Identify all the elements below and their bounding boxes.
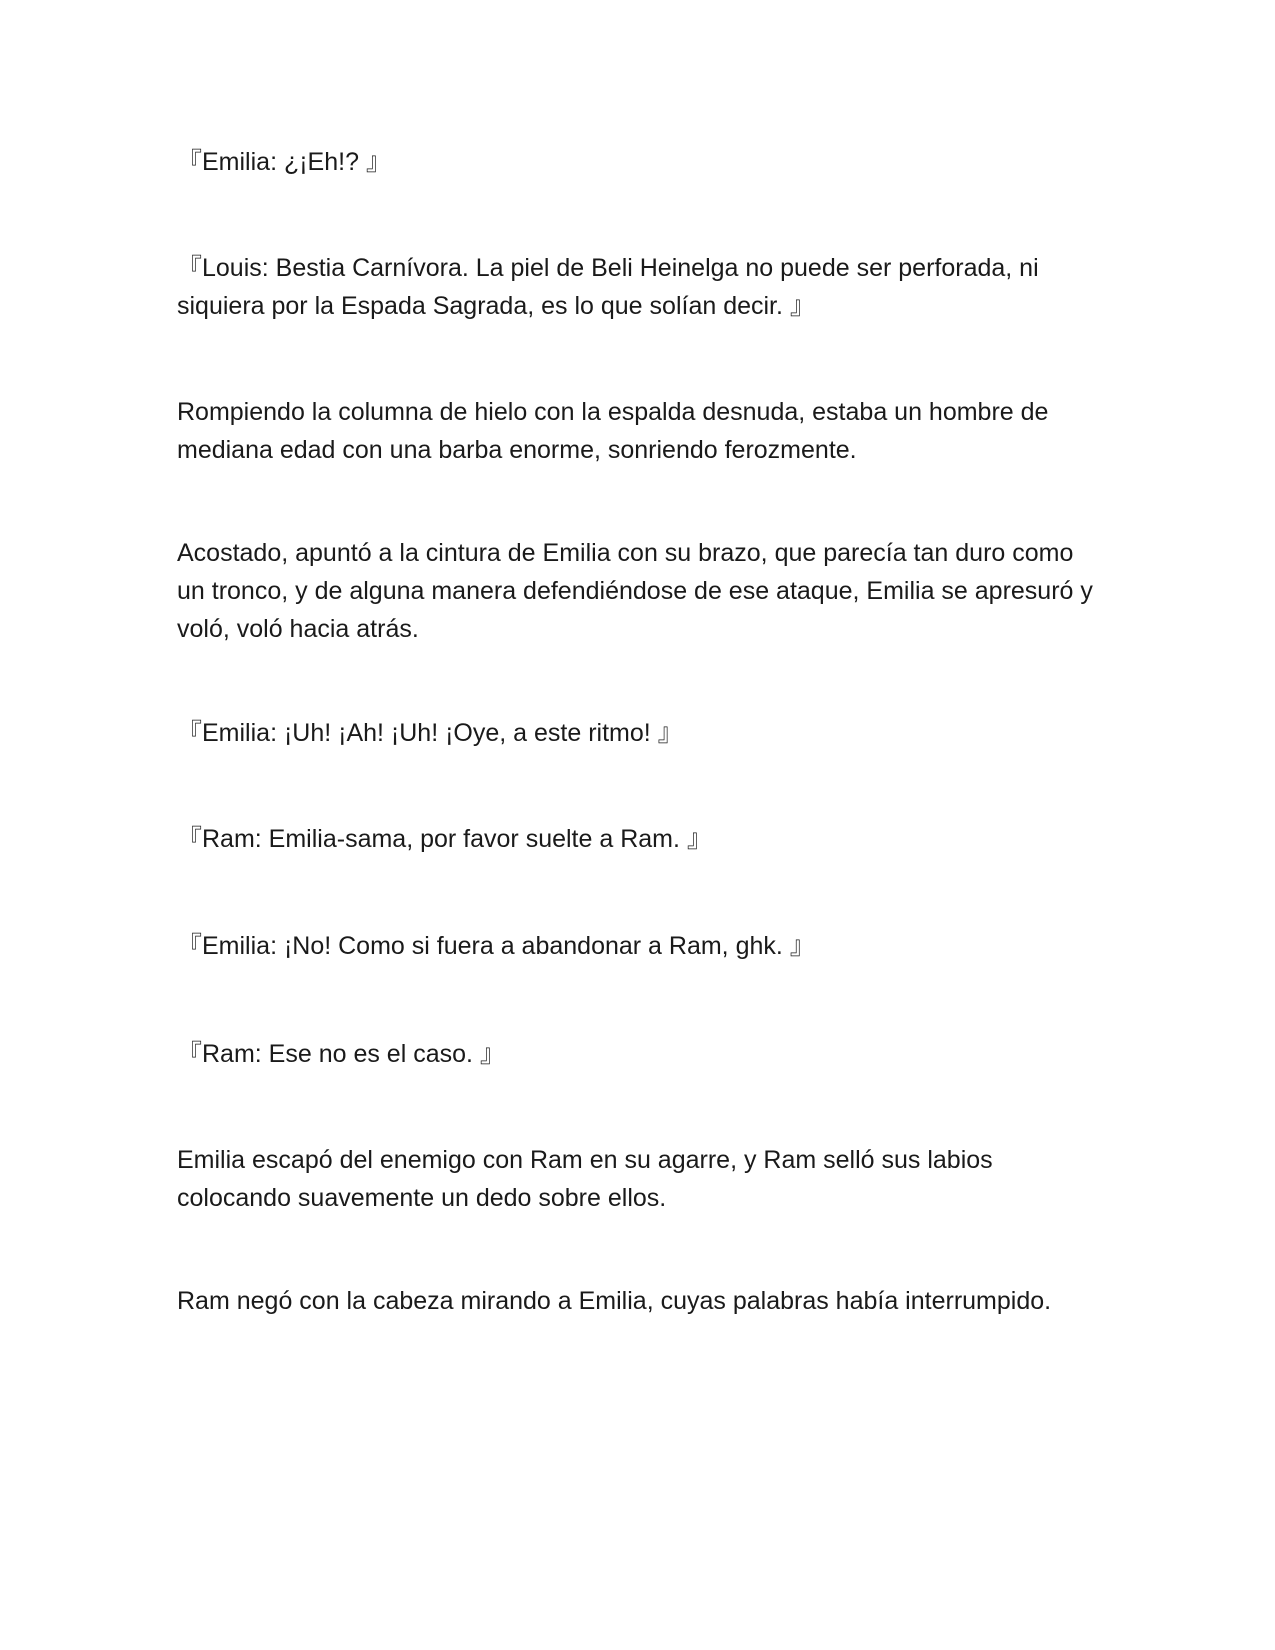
narration-paragraph: Acostado, apuntó a la cintura de Emilia con su brazo, que parecía tan duro como un tronco, y de alguna manera defendiéndose de ese ataque, Emilia se apresuró y voló, voló hacia atrás. [177,539,1100,643]
dialogue-line-louis: 『Louis: Bestia Carnívora. La piel de Beli Heinelga no puede ser perforada, ni siquiera por la Espada Sagrada, es lo que solían decir. 』 [177,254,1046,320]
dialogue-line-emilia: 『Emilia: ¿¡Eh!? 』 [177,148,391,176]
dialogue-line-ram: 『Ram: Emilia-sama, por favor suelte a Ram. 』 [177,825,712,853]
dialogue-line-ram: 『Ram: Ese no es el caso. 』 [177,1040,505,1068]
narration-paragraph: Ram negó con la cabeza mirando a Emilia, cuyas palabras había interrumpido. [177,1287,1052,1315]
narration-paragraph: Rompiendo la columna de hielo con la espalda desnuda, estaba un hombre de mediana edad con una barba enorme, sonriendo ferozmente. [177,398,1056,464]
dialogue-line-emilia: 『Emilia: ¡Uh! ¡Ah! ¡Uh! ¡Oye, a este ritmo! 』 [177,719,683,747]
narration-paragraph: Emilia escapó del enemigo con Ram en su agarre, y Ram selló sus labios colocando suavemente un dedo sobre ellos. [177,1146,1000,1212]
dialogue-line-emilia: 『Emilia: ¡No! Como si fuera a abandonar a Ram, ghk. 』 [177,932,815,960]
